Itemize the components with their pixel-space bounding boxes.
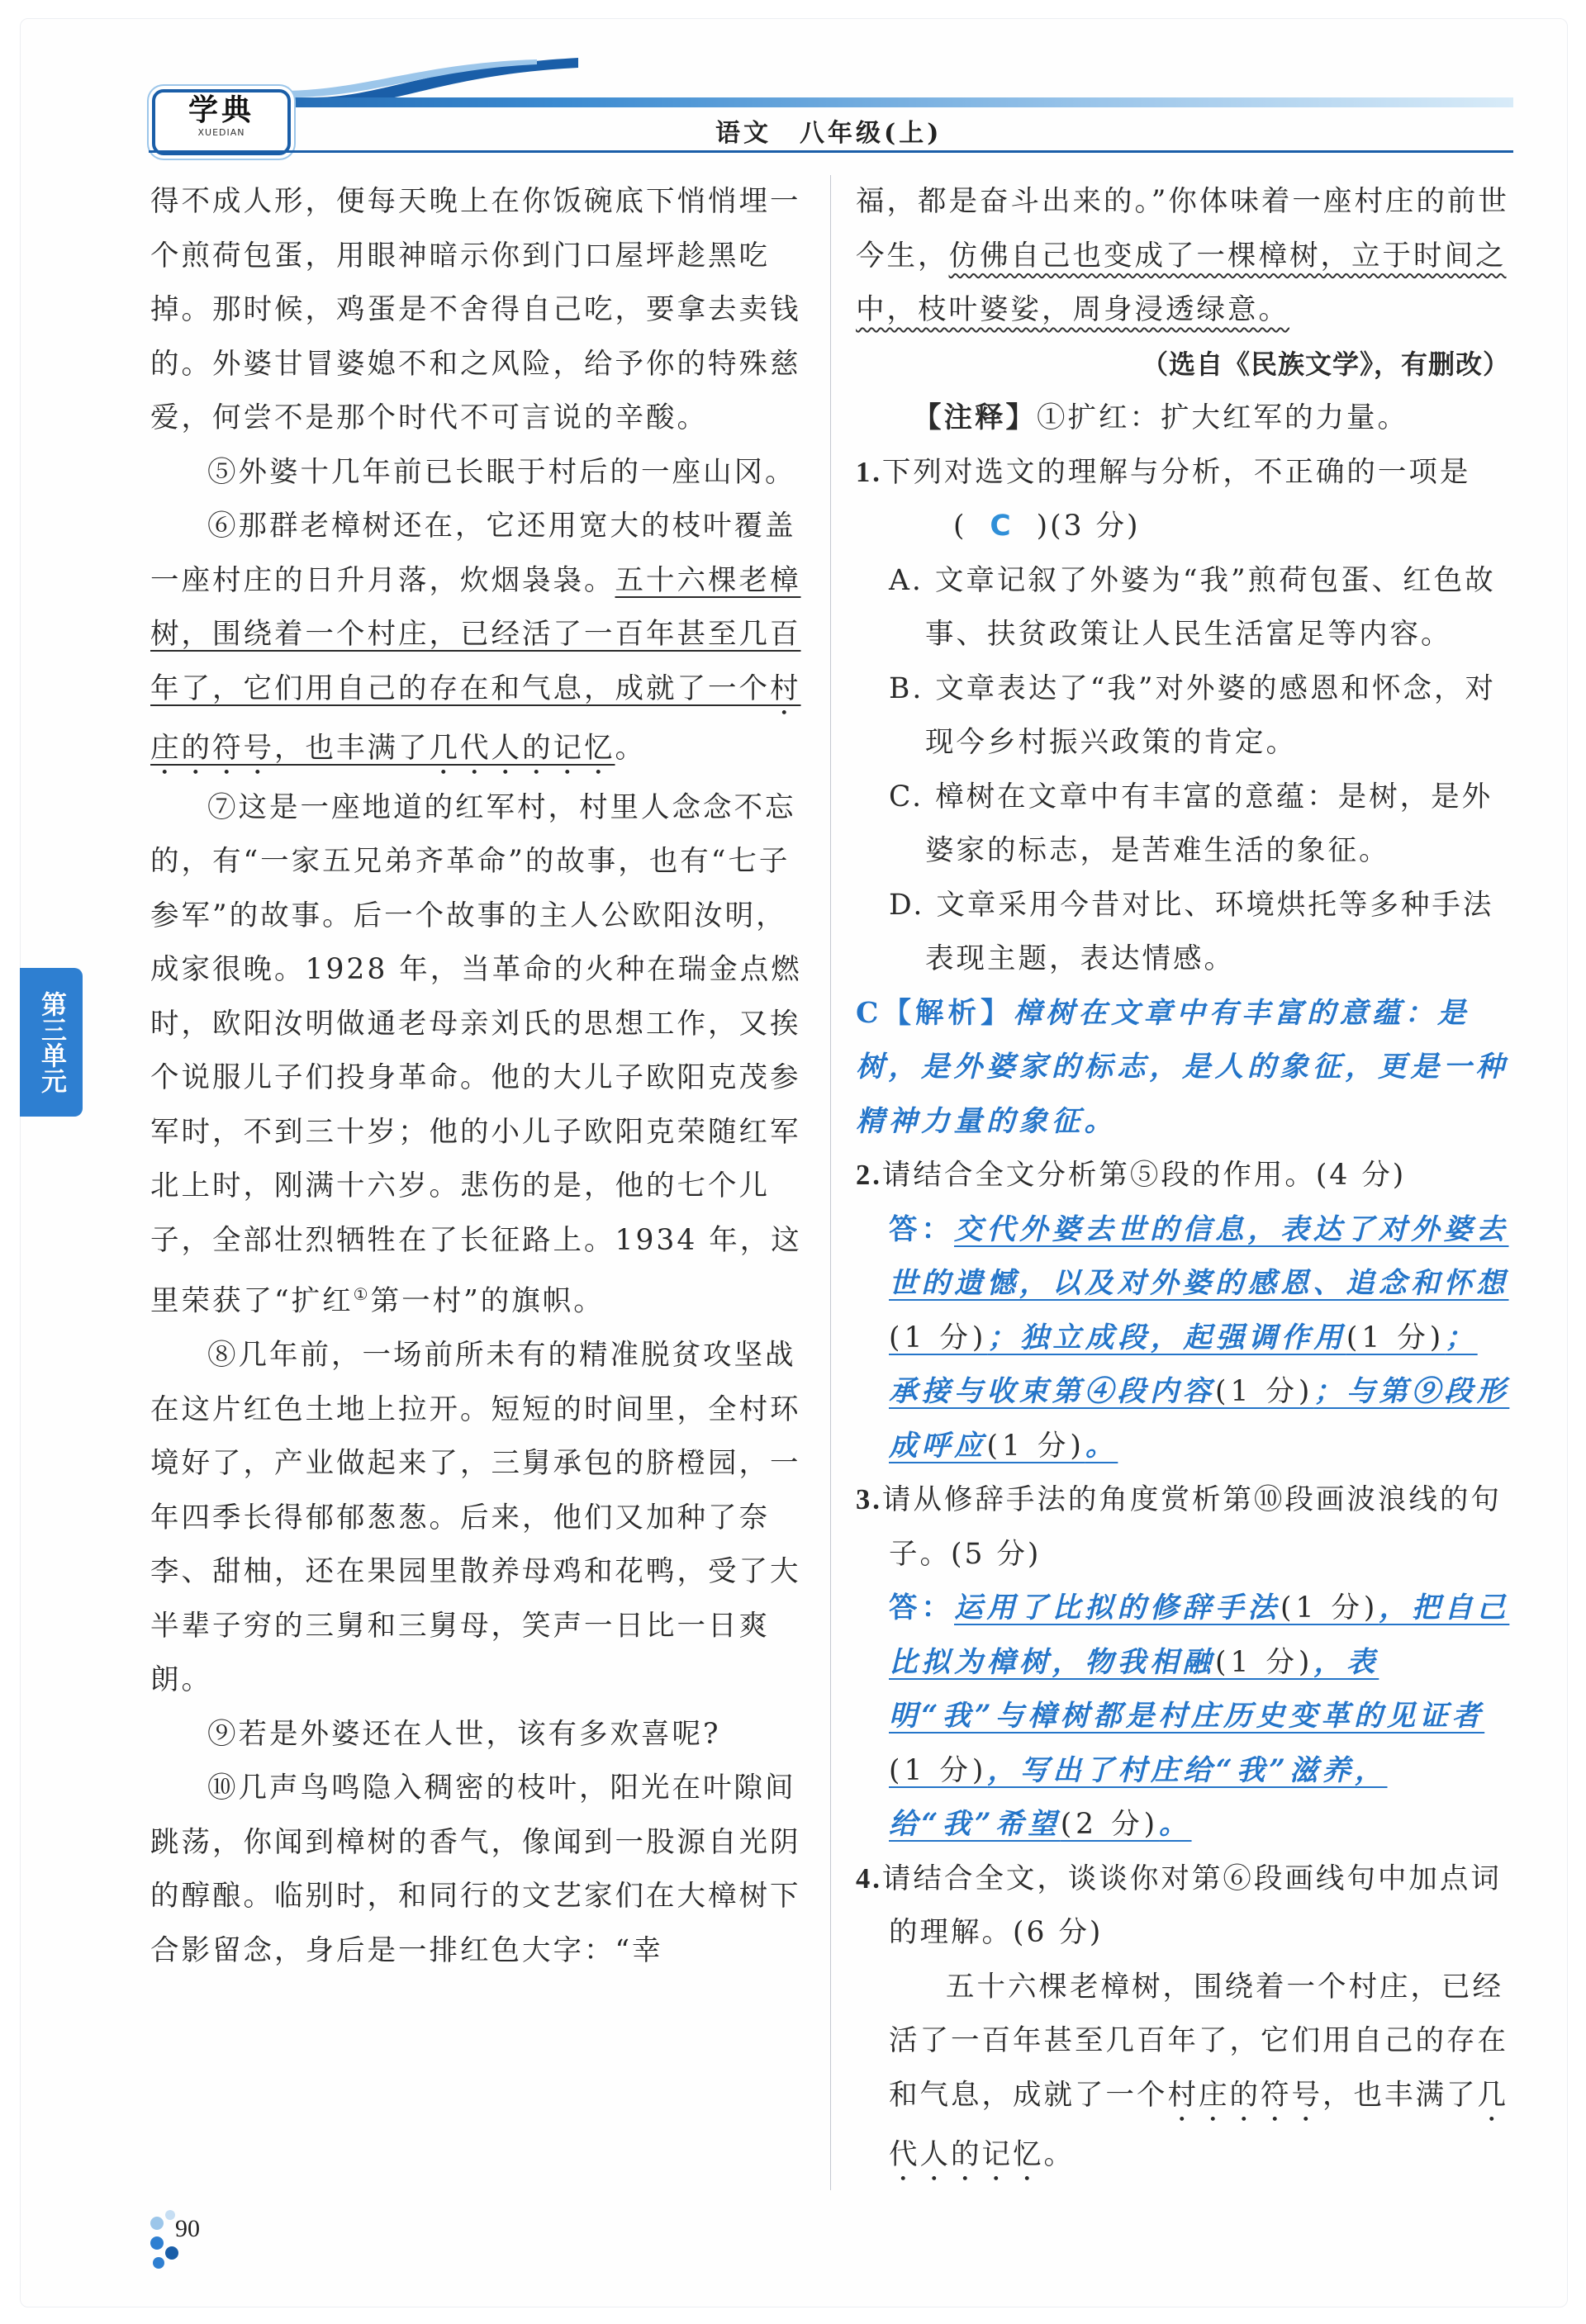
question-2 <box>856 1149 1510 1203</box>
paragraph-4-continued: 得不成人形，便每天晚上在你饭碗底下悄悄埋一个煎荷包蛋，用眼神暗示你到门口屋坪趁黑吃掉。那时候，鸡蛋是不舍得自己吃，要拿去卖钱的。外婆甘冒婆媳不和之风险，给予你的特殊慈爱，何尝不是那个时代不可言说的辛酸。 <box>150 185 801 434</box>
quote-end: 。 <box>1043 2137 1075 2171</box>
paragraph-5: ⑤外婆十几年前已长眠于村后的一座山冈。 <box>207 455 796 489</box>
question-2-number: 2. <box>856 1160 882 1191</box>
question-4-quote <box>856 1961 1510 2188</box>
answer-label: 答： <box>889 1212 954 1246</box>
analysis-text: 樟树在文章中有丰富的意蕴：是树，是外婆家的标志，是人的象征，更是一种精神力量的象征。 <box>856 996 1508 1138</box>
question-4-stem: 请结合全文，谈谈你对第⑥段画线句中加点词的理解。(6 分) <box>881 1862 1502 1949</box>
paren-close: ) <box>1036 510 1051 543</box>
score-2: (1 分) <box>1215 1645 1314 1679</box>
question-2-answer <box>856 1203 1510 1474</box>
header-rule <box>149 150 1513 153</box>
q2-answer-part-1: 交代外婆去世的信息，表达了对外婆去世的遗憾，以及对外婆的感恩、追念和怀想 <box>889 1212 1509 1300</box>
q3-answer-part-3: ，表明“我”与樟树都是村庄历史变革的见证者 <box>889 1645 1485 1733</box>
score-3: (1 分) <box>889 1753 988 1787</box>
unit-side-tab: 第三单元 <box>20 968 83 1117</box>
paragraph-9: ⑨若是外婆还在人世，该有多欢喜呢? <box>207 1717 721 1751</box>
quote-text-1: 五十六棵老樟树，围绕着一个村庄，已经活了一百年甚至几百年了，它们用自己的存在和气息，成就了一个 <box>889 1970 1508 2112</box>
footnote-label: 【注释】 <box>913 401 1037 434</box>
logo-subtext: XUEDIAN <box>197 127 245 138</box>
column-divider <box>830 175 831 2190</box>
paragraph-7-text: ⑦这是一座地道的红军村，村里人念念不忘的，有“一家五兄弟齐革命”的故事，也有“七子参军”的故事。后一个故事的主人公欧阳汝明，成家很晚。1928 年，当革命的火种在瑞金点燃时，欧阳汝明做通老母亲刘氏的思想工作，又挨个说服儿子们投身革命。他的大儿子欧阳克茂参军时，不到三十岁；他的小儿子欧阳克荣随红军北上时，刚满十六岁。悲伤的是，他的七个儿子，全部壮烈牺牲在了长征路上。1934 年，这里荣获了“扩红 <box>150 790 802 1318</box>
source-citation: （选自《民族文学》，有删改） <box>1141 348 1510 380</box>
dotted-word-1: 村庄的符号 <box>150 671 801 765</box>
q2-answer-part-4: ；与第⑨段形成呼应 <box>889 1375 1510 1463</box>
score-2: (1 分) <box>1346 1321 1446 1354</box>
option-b: B. 文章表达了“我”对外婆的感恩和怀念，对现今乡村振兴政策的肯定。 <box>889 671 1497 759</box>
answer-label: 答： <box>889 1591 954 1624</box>
paragraph-10-cont-text: 福，都是奋斗出来的。”你体味着一座村庄的前世今生， <box>856 185 1509 273</box>
underlined-text-2: ，也丰满了 <box>274 731 430 765</box>
question-1-score: (3 分) <box>1050 510 1141 543</box>
paragraph-6 <box>150 500 805 781</box>
question-3 <box>856 1473 1510 1582</box>
left-column <box>150 175 805 1978</box>
paragraph-7-end: 第一村”的旗帜。 <box>370 1284 605 1318</box>
right-column <box>856 175 1510 2188</box>
question-2-stem: 请结合全文分析第⑤段的作用。(4 分) <box>881 1159 1407 1192</box>
question-1-analysis <box>856 987 1510 1150</box>
logo-text: 学典 <box>188 92 254 127</box>
question-3-answer <box>856 1582 1510 1852</box>
option-c: C. 樟树在文章中有丰富的意蕴：是树，是外婆家的标志，是苦难生活的象征。 <box>889 780 1493 867</box>
answer-text <box>889 1591 1509 1841</box>
paragraph-6-end: 。 <box>615 731 646 765</box>
answer-blank <box>953 500 1193 554</box>
q3-answer-part-1: 运用了比拟的修辞手法 <box>954 1591 1280 1624</box>
xuedian-logo <box>152 89 291 155</box>
paragraph-8: ⑧几年前，一场前所未有的精准脱贫攻坚战在这片红色土地上拉开。短短的时间里，全村环境好了，产业做起来了，三舅承包的脐橙园，一年四季长得郁郁葱葱。后来，他们又加种了奈李、甜柚，还在果园里散养母鸡和花鸭，受了大半辈子穷的三舅和三舅母，笑声一日比一日爽朗。 <box>150 1339 801 1696</box>
question-4-number: 4. <box>856 1862 882 1895</box>
score-4: (1 分) <box>986 1429 1085 1463</box>
page-number: 90 <box>175 2215 200 2242</box>
score-1: (1 分) <box>889 1321 988 1354</box>
analysis-label: C【解析】 <box>856 996 1014 1030</box>
question-1-stem: 下列对选文的理解与分析，不正确的一项是 <box>881 455 1471 489</box>
footnote <box>856 391 1510 446</box>
score-4: (2 分) <box>1060 1808 1160 1841</box>
paragraph-6-lead: ⑥那群老樟树还在，它还用宽大的枝叶覆盖一座村庄的日升月落，炊烟袅袅。 <box>150 510 796 597</box>
option-d: D. 文章采用今昔对比、环境烘托等多种手法表现主题，表达情感。 <box>889 888 1494 975</box>
footnote-marker: ① <box>353 1284 371 1304</box>
footnote-text: ①扩红：扩大红军的力量。 <box>1037 401 1408 434</box>
q2-answer-part-2: ；独立成段，起强调作用 <box>987 1321 1346 1354</box>
question-3-number: 3. <box>856 1484 882 1515</box>
quote-text-2: ，也丰满了 <box>1322 2078 1478 2112</box>
dotted-word-2: 几代人的记忆 <box>429 731 615 765</box>
dotted-word-2: 几代人的记忆 <box>889 2078 1508 2171</box>
paragraph-10: ⑩几声鸟鸣隐入稠密的枝叶，阳光在叶隙间跳荡，你闻到樟树的香气，像闻到一股源自光阴的醇酿。临别时，和同行的文艺家们在大樟树下合影留念，身后是一排红色大字：“幸 <box>150 1771 801 1967</box>
paren-open: ( <box>953 510 967 543</box>
option-a: A. 文章记叙了外婆为“我”煎荷包蛋、红色故事、扶贫政策让人民生活富足等内容。 <box>889 563 1496 651</box>
q3-answer-part-2: ，把自己比拟为樟树，物我相融 <box>889 1591 1510 1679</box>
score-1: (1 分) <box>1280 1591 1379 1624</box>
q3-answer-part-4: ，写出了村庄给“我”滋养，给“我”希望 <box>889 1753 1388 1841</box>
question-1-number: 1. <box>856 456 882 488</box>
question-3-stem: 请从修辞手法的角度赏析第⑩段画波浪线的句子。(5 分) <box>881 1483 1502 1571</box>
underlined-text-1: 五十六棵老樟树，围绕着一个村庄，已经活了一百年甚至几百年了，它们用自己的存在和气息，成就了一个 <box>150 563 801 705</box>
question-1 <box>856 446 1510 554</box>
dotted-word-1: 村庄的符号 <box>1167 2078 1322 2112</box>
question-4 <box>856 1852 1510 1961</box>
paragraph-10-continued <box>856 175 1510 338</box>
paragraph-7 <box>150 781 805 1330</box>
wavy-underlined-sentence: 仿佛自己也变成了一棵樟树，立于时间之中，枝叶婆娑，周身浸透绿意。 <box>856 239 1507 326</box>
q2-answer-part-3: ；承接与收束第④段内容 <box>889 1321 1478 1408</box>
q3-answer-end: 。 <box>1159 1808 1192 1841</box>
page-header-title: 语文 八年级(上) <box>715 119 943 148</box>
answer-text <box>889 1213 1509 1463</box>
header-band <box>149 97 1513 107</box>
score-3: (1 分) <box>1215 1375 1314 1408</box>
question-1-answer: C <box>990 510 1014 543</box>
q2-answer-end: 。 <box>1085 1429 1118 1463</box>
